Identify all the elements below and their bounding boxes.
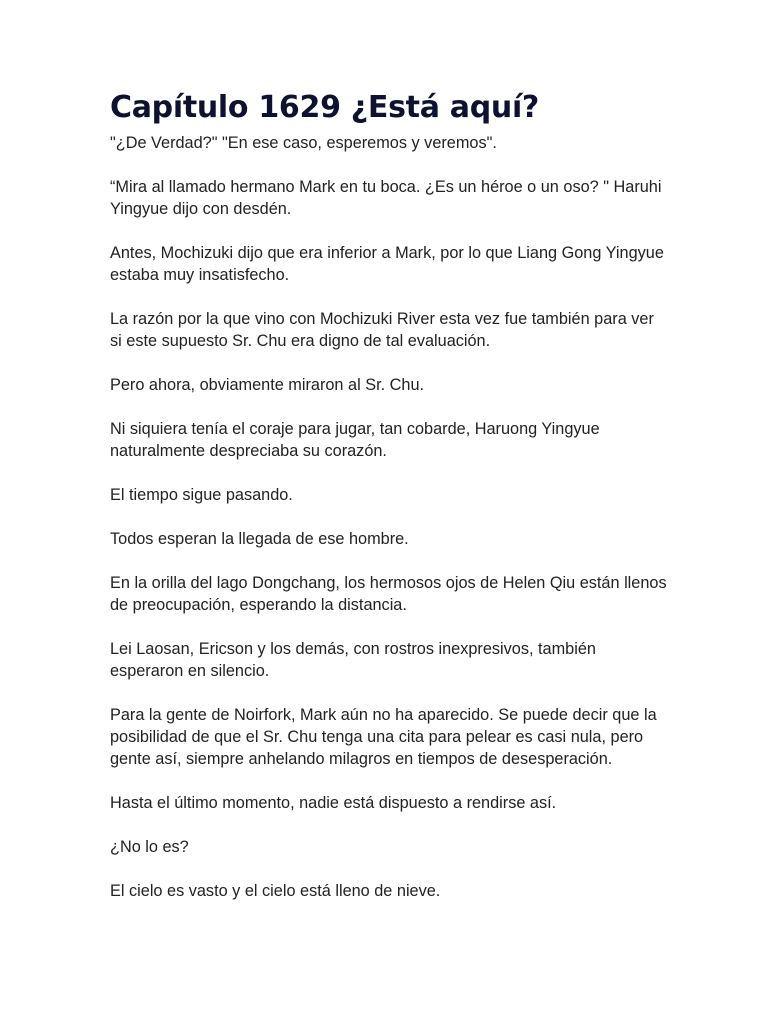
paragraph: Lei Laosan, Ericson y los demás, con rostros inexpresivos, también esperaron en silencio. [110,640,596,680]
paragraph: “Mira al llamado hermano Mark en tu boca. ¿Es un héroe o un oso? " Haruhi Yingyue dijo con desdén. [110,178,662,218]
document-page [110,86,670,924]
paragraph: El tiempo sigue pasando. [110,486,293,504]
chapter-title: Capítulo 1629 ¿Está aquí? [110,90,540,125]
paragraph: Ni siquiera tenía el coraje para jugar, tan cobarde, Haruong Yingyue naturalmente despreciaba su corazón. [110,420,600,460]
paragraph: Para la gente de Noirfork, Mark aún no ha aparecido. Se puede decir que la posibilidad de que el Sr. Chu tenga una cita para pelear es casi nula, pero gente así, siempre anhelando milagros en tiempos de desesperación. [110,706,657,768]
paragraph: "¿De Verdad?" "En ese caso, esperemos y veremos". [110,134,497,152]
paragraph: En la orilla del lago Dongchang, los hermosos ojos de Helen Qiu están llenos de preocupación, esperando la distancia. [110,574,667,614]
paragraph: Antes, Mochizuki dijo que era inferior a Mark, por lo que Liang Gong Yingyue estaba muy insatisfecho. [110,244,664,284]
paragraph: La razón por la que vino con Mochizuki River esta vez fue también para ver si este supuesto Sr. Chu era digno de tal evaluación. [110,310,654,350]
paragraph: Pero ahora, obviamente miraron al Sr. Chu. [110,376,425,394]
paragraph: El cielo es vasto y el cielo está lleno de nieve. [110,882,441,900]
paragraph: Todos esperan la llegada de ese hombre. [110,530,409,548]
paragraph: Hasta el último momento, nadie está dispuesto a rendirse así. [110,794,557,812]
paragraph: ¿No lo es? [110,838,189,856]
